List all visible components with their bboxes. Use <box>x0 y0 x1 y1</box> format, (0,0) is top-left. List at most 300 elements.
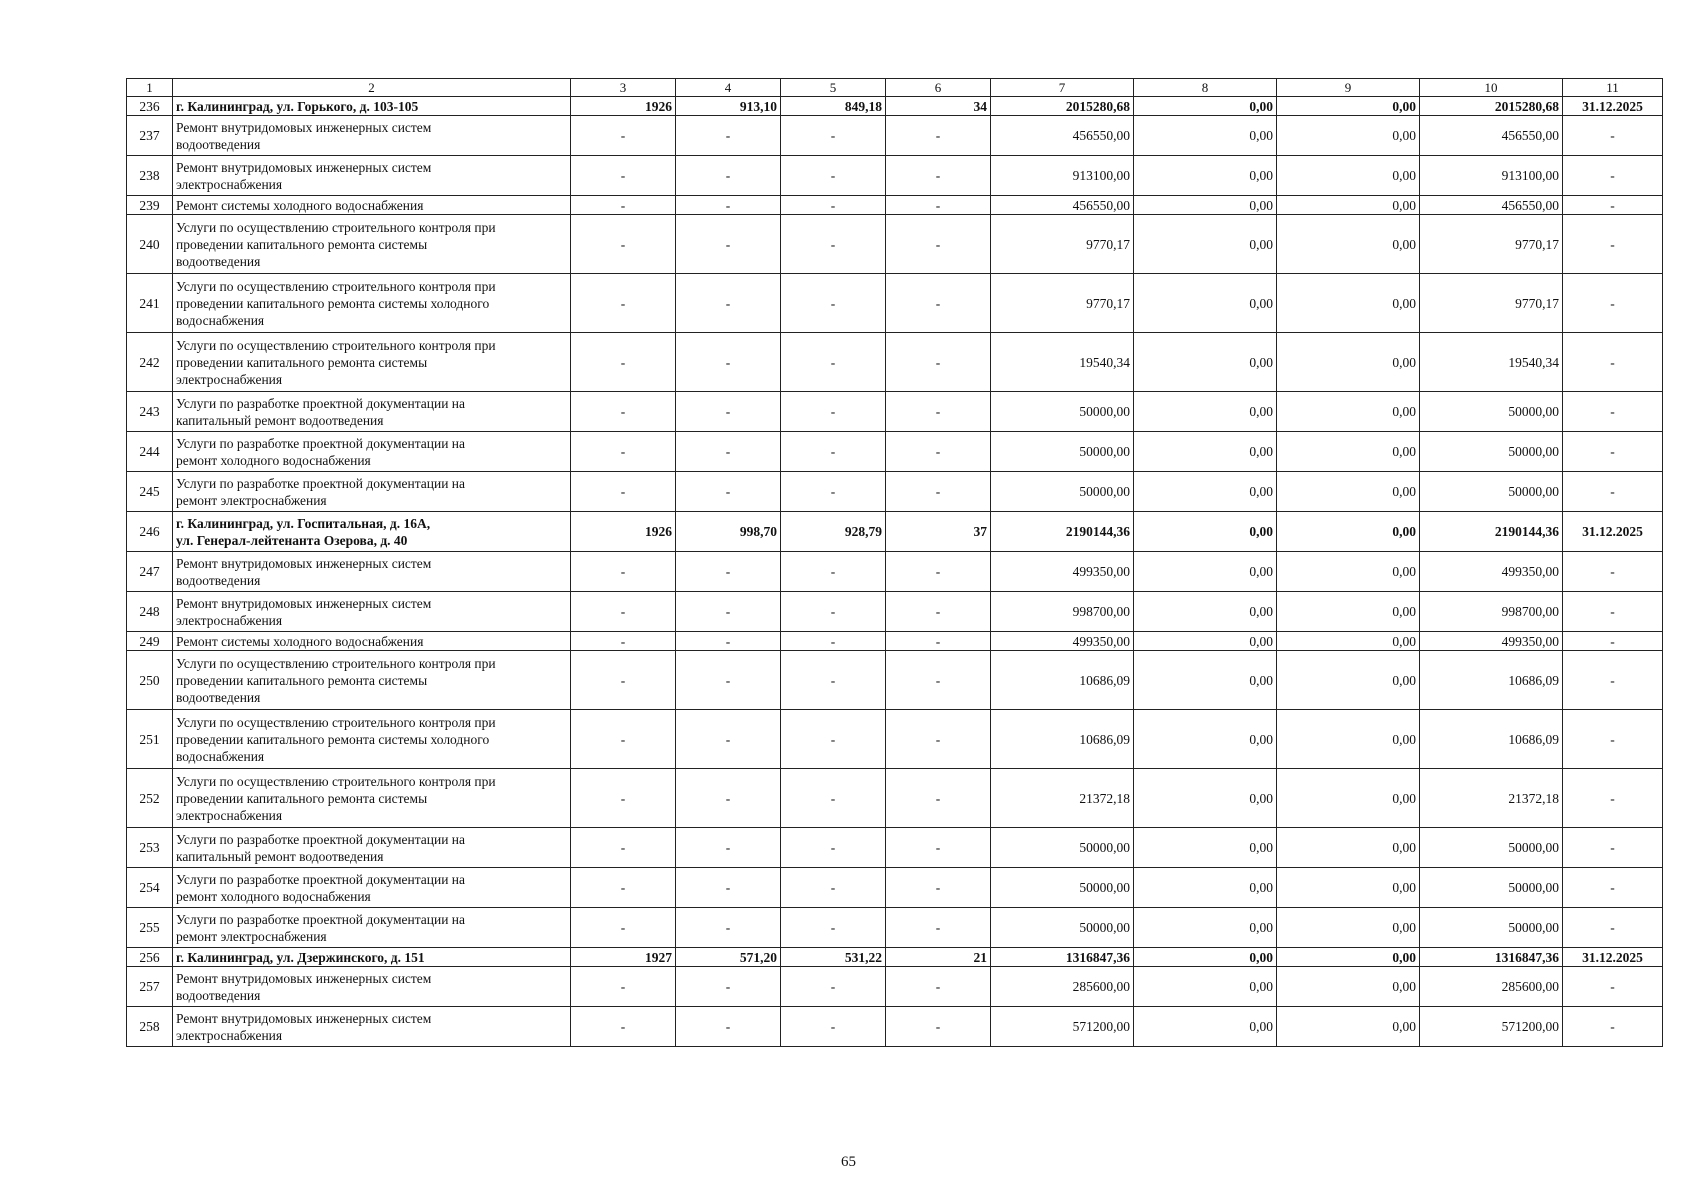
residents-cell: - <box>886 769 991 828</box>
table-row <box>127 274 1663 333</box>
area-total-cell: - <box>676 333 781 392</box>
fund-b-cell: 0,00 <box>1277 512 1420 552</box>
column-header: 5 <box>781 79 886 97</box>
row-number: 243 <box>127 392 173 432</box>
year-cell: 1927 <box>571 948 676 967</box>
year-cell: - <box>571 1007 676 1047</box>
owner-funds-cell: 10686,09 <box>1420 651 1563 710</box>
deadline-cell: - <box>1563 333 1663 392</box>
row-description <box>173 196 571 215</box>
description-line: проведении капитального ремонта системы <box>176 672 428 688</box>
row-number: 255 <box>127 908 173 948</box>
year-cell: - <box>571 710 676 769</box>
row-number: 239 <box>127 196 173 215</box>
year-cell: - <box>571 333 676 392</box>
description-line: Услуги по разработке проектной документации на <box>176 475 466 491</box>
residents-cell: - <box>886 116 991 156</box>
residents-cell: - <box>886 710 991 769</box>
column-header: 10 <box>1420 79 1563 97</box>
year-cell: - <box>571 215 676 274</box>
column-header: 2 <box>173 79 571 97</box>
address-row <box>127 512 1663 552</box>
fund-b-cell: 0,00 <box>1277 967 1420 1007</box>
owner-funds-cell: 1316847,36 <box>1420 948 1563 967</box>
description-line: Услуги по разработке проектной документации на <box>176 831 466 847</box>
area-living-cell: - <box>781 1007 886 1047</box>
year-cell: - <box>571 116 676 156</box>
cost-total-cell: 9770,17 <box>991 215 1134 274</box>
table-row <box>127 472 1663 512</box>
area-total-cell: - <box>676 215 781 274</box>
table-row <box>127 1007 1663 1047</box>
row-description <box>173 274 571 333</box>
row-number: 238 <box>127 156 173 196</box>
residents-cell: - <box>886 392 991 432</box>
fund-a-cell: 0,00 <box>1134 116 1277 156</box>
fund-b-cell: 0,00 <box>1277 651 1420 710</box>
year-cell: - <box>571 632 676 651</box>
description-line: Услуги по осуществлению строительного контроля при <box>176 714 496 730</box>
area-living-cell: - <box>781 215 886 274</box>
area-living-cell: - <box>781 552 886 592</box>
area-total-cell: - <box>676 1007 781 1047</box>
description-line: Услуги по разработке проектной документации на <box>176 435 466 451</box>
deadline-cell: - <box>1563 651 1663 710</box>
page-number: 65 <box>841 1154 856 1170</box>
fund-b-cell: 0,00 <box>1277 1007 1420 1047</box>
area-total-cell: - <box>676 392 781 432</box>
cost-total-cell: 456550,00 <box>991 116 1134 156</box>
area-total-cell: - <box>676 432 781 472</box>
area-total-cell: - <box>676 156 781 196</box>
description-line: водоотведения <box>176 987 261 1003</box>
description-line: проведении капитального ремонта системы <box>176 236 428 252</box>
fund-b-cell: 0,00 <box>1277 274 1420 333</box>
fund-a-cell: 0,00 <box>1134 632 1277 651</box>
residents-cell: - <box>886 552 991 592</box>
column-header: 11 <box>1563 79 1663 97</box>
table-row <box>127 632 1663 651</box>
area-living-cell: - <box>781 828 886 868</box>
deadline-cell: 31.12.2025 <box>1563 948 1663 967</box>
deadline-cell: - <box>1563 1007 1663 1047</box>
cost-total-cell: 456550,00 <box>991 196 1134 215</box>
column-header: 4 <box>676 79 781 97</box>
table-row <box>127 156 1663 196</box>
fund-b-cell: 0,00 <box>1277 392 1420 432</box>
deadline-cell: - <box>1563 908 1663 948</box>
area-total-cell: - <box>676 908 781 948</box>
deadline-cell: - <box>1563 472 1663 512</box>
area-living-cell: - <box>781 710 886 769</box>
column-header: 3 <box>571 79 676 97</box>
fund-b-cell: 0,00 <box>1277 333 1420 392</box>
table-row <box>127 215 1663 274</box>
row-description <box>173 651 571 710</box>
table-row <box>127 116 1663 156</box>
description-line: проведении капитального ремонта системы <box>176 354 428 370</box>
cost-total-cell: 50000,00 <box>991 432 1134 472</box>
deadline-cell: - <box>1563 632 1663 651</box>
fund-b-cell: 0,00 <box>1277 196 1420 215</box>
description-line: ремонт электроснабжения <box>176 492 327 508</box>
year-cell: - <box>571 156 676 196</box>
table-row <box>127 769 1663 828</box>
description-line: Услуги по разработке проектной документации на <box>176 395 466 411</box>
description-line: электроснабжения <box>176 1027 283 1043</box>
area-total-cell: - <box>676 967 781 1007</box>
row-description <box>173 868 571 908</box>
deadline-cell: - <box>1563 116 1663 156</box>
row-number: 257 <box>127 967 173 1007</box>
fund-a-cell: 0,00 <box>1134 196 1277 215</box>
residents-cell: - <box>886 156 991 196</box>
fund-a-cell: 0,00 <box>1134 97 1277 116</box>
row-description <box>173 333 571 392</box>
description-line: Ремонт внутридомовых инженерных систем <box>176 555 432 571</box>
fund-a-cell: 0,00 <box>1134 868 1277 908</box>
row-description <box>173 769 571 828</box>
area-total-cell: 571,20 <box>676 948 781 967</box>
year-cell: - <box>571 651 676 710</box>
owner-funds-cell: 456550,00 <box>1420 116 1563 156</box>
description-line: Услуги по осуществлению строительного контроля при <box>176 655 496 671</box>
year-cell: - <box>571 392 676 432</box>
cost-total-cell: 913100,00 <box>991 156 1134 196</box>
area-living-cell: - <box>781 908 886 948</box>
row-description <box>173 592 571 632</box>
fund-a-cell: 0,00 <box>1134 967 1277 1007</box>
fund-b-cell: 0,00 <box>1277 710 1420 769</box>
fund-a-cell: 0,00 <box>1134 215 1277 274</box>
area-living-cell: 849,18 <box>781 97 886 116</box>
description-line: капитальный ремонт водоотведения <box>176 412 384 428</box>
owner-funds-cell: 998700,00 <box>1420 592 1563 632</box>
row-number: 256 <box>127 948 173 967</box>
row-number: 258 <box>127 1007 173 1047</box>
area-total-cell: - <box>676 710 781 769</box>
row-number: 247 <box>127 552 173 592</box>
fund-a-cell: 0,00 <box>1134 948 1277 967</box>
deadline-cell: - <box>1563 710 1663 769</box>
area-total-cell: - <box>676 651 781 710</box>
row-number: 237 <box>127 116 173 156</box>
residents-cell: 37 <box>886 512 991 552</box>
cost-total-cell: 10686,09 <box>991 710 1134 769</box>
year-cell: - <box>571 552 676 592</box>
fund-a-cell: 0,00 <box>1134 710 1277 769</box>
document-table-wrapper <box>126 78 1662 1047</box>
fund-a-cell: 0,00 <box>1134 432 1277 472</box>
cost-total-cell: 21372,18 <box>991 769 1134 828</box>
row-number: 249 <box>127 632 173 651</box>
description-line: Услуги по осуществлению строительного контроля при <box>176 337 496 353</box>
cost-total-cell: 285600,00 <box>991 967 1134 1007</box>
residents-cell: - <box>886 592 991 632</box>
description-line: ремонт электроснабжения <box>176 928 327 944</box>
table-row <box>127 710 1663 769</box>
fund-b-cell: 0,00 <box>1277 632 1420 651</box>
column-number-header-row <box>127 79 1663 97</box>
row-description <box>173 472 571 512</box>
owner-funds-cell: 499350,00 <box>1420 552 1563 592</box>
cost-total-cell: 50000,00 <box>991 828 1134 868</box>
description-line: Ремонт системы холодного водоснабжения <box>176 197 424 213</box>
residents-cell: - <box>886 472 991 512</box>
description-line: электроснабжения <box>176 371 283 387</box>
fund-b-cell: 0,00 <box>1277 948 1420 967</box>
description-line: г. Калининград, ул. Горького, д. 103-105 <box>176 98 419 114</box>
area-total-cell: 913,10 <box>676 97 781 116</box>
column-header: 8 <box>1134 79 1277 97</box>
description-line: водоотведения <box>176 136 261 152</box>
area-living-cell: - <box>781 274 886 333</box>
row-number: 246 <box>127 512 173 552</box>
residents-cell: - <box>886 967 991 1007</box>
owner-funds-cell: 456550,00 <box>1420 196 1563 215</box>
row-number: 248 <box>127 592 173 632</box>
residents-cell: - <box>886 1007 991 1047</box>
area-total-cell: - <box>676 632 781 651</box>
owner-funds-cell: 50000,00 <box>1420 868 1563 908</box>
table-row <box>127 592 1663 632</box>
fund-b-cell: 0,00 <box>1277 97 1420 116</box>
cost-total-cell: 2015280,68 <box>991 97 1134 116</box>
table-row <box>127 828 1663 868</box>
area-living-cell: - <box>781 472 886 512</box>
table-row <box>127 967 1663 1007</box>
fund-b-cell: 0,00 <box>1277 828 1420 868</box>
fund-a-cell: 0,00 <box>1134 769 1277 828</box>
fund-b-cell: 0,00 <box>1277 552 1420 592</box>
description-line: Услуги по осуществлению строительного контроля при <box>176 219 496 235</box>
description-line: Услуги по осуществлению строительного контроля при <box>176 773 496 789</box>
area-living-cell: - <box>781 196 886 215</box>
fund-a-cell: 0,00 <box>1134 274 1277 333</box>
residents-cell: - <box>886 868 991 908</box>
row-description <box>173 552 571 592</box>
year-cell: - <box>571 196 676 215</box>
fund-b-cell: 0,00 <box>1277 908 1420 948</box>
deadline-cell: - <box>1563 392 1663 432</box>
owner-funds-cell: 571200,00 <box>1420 1007 1563 1047</box>
description-line: электроснабжения <box>176 612 283 628</box>
description-line: водоотведения <box>176 253 261 269</box>
description-line: водоснабжения <box>176 748 265 764</box>
fund-a-cell: 0,00 <box>1134 472 1277 512</box>
row-description <box>173 710 571 769</box>
fund-b-cell: 0,00 <box>1277 215 1420 274</box>
year-cell: - <box>571 868 676 908</box>
year-cell: 1926 <box>571 97 676 116</box>
owner-funds-cell: 2015280,68 <box>1420 97 1563 116</box>
deadline-cell: - <box>1563 552 1663 592</box>
area-total-cell: - <box>676 769 781 828</box>
cost-total-cell: 50000,00 <box>991 472 1134 512</box>
residents-cell: - <box>886 651 991 710</box>
description-line: Услуги по осуществлению строительного контроля при <box>176 278 496 294</box>
cost-total-cell: 9770,17 <box>991 274 1134 333</box>
fund-a-cell: 0,00 <box>1134 1007 1277 1047</box>
area-total-cell: 998,70 <box>676 512 781 552</box>
table-row <box>127 868 1663 908</box>
description-line: проведении капитального ремонта системы холодного <box>176 295 490 311</box>
cost-total-cell: 998700,00 <box>991 592 1134 632</box>
address-row <box>127 948 1663 967</box>
description-line: ул. Генерал-лейтенанта Озерова, д. 40 <box>176 532 408 548</box>
fund-a-cell: 0,00 <box>1134 156 1277 196</box>
description-line: проведении капитального ремонта системы холодного <box>176 731 490 747</box>
deadline-cell: - <box>1563 868 1663 908</box>
deadline-cell: - <box>1563 432 1663 472</box>
owner-funds-cell: 2190144,36 <box>1420 512 1563 552</box>
area-living-cell: - <box>781 116 886 156</box>
description-line: г. Калининград, ул. Госпитальная, д. 16А, <box>176 515 431 531</box>
area-total-cell: - <box>676 472 781 512</box>
year-cell: - <box>571 274 676 333</box>
residents-cell: 21 <box>886 948 991 967</box>
year-cell: - <box>571 908 676 948</box>
year-cell: - <box>571 472 676 512</box>
deadline-cell: - <box>1563 828 1663 868</box>
description-line: Услуги по разработке проектной документации на <box>176 911 466 927</box>
area-living-cell: - <box>781 392 886 432</box>
description-line: Ремонт внутридомовых инженерных систем <box>176 1010 432 1026</box>
cost-total-cell: 1316847,36 <box>991 948 1134 967</box>
deadline-cell: - <box>1563 215 1663 274</box>
owner-funds-cell: 285600,00 <box>1420 967 1563 1007</box>
row-description <box>173 512 571 552</box>
row-description <box>173 828 571 868</box>
deadline-cell: - <box>1563 769 1663 828</box>
owner-funds-cell: 50000,00 <box>1420 432 1563 472</box>
data-table <box>126 78 1663 1047</box>
row-description <box>173 116 571 156</box>
column-header: 1 <box>127 79 173 97</box>
description-line: электроснабжения <box>176 176 283 192</box>
table-row <box>127 333 1663 392</box>
deadline-cell: - <box>1563 592 1663 632</box>
row-number: 252 <box>127 769 173 828</box>
row-description <box>173 392 571 432</box>
table-row <box>127 908 1663 948</box>
residents-cell: - <box>886 333 991 392</box>
fund-b-cell: 0,00 <box>1277 472 1420 512</box>
year-cell: - <box>571 769 676 828</box>
owner-funds-cell: 50000,00 <box>1420 908 1563 948</box>
year-cell: - <box>571 828 676 868</box>
residents-cell: - <box>886 215 991 274</box>
residents-cell: - <box>886 274 991 333</box>
row-number: 236 <box>127 97 173 116</box>
fund-a-cell: 0,00 <box>1134 552 1277 592</box>
table-row <box>127 651 1663 710</box>
area-living-cell: - <box>781 651 886 710</box>
area-total-cell: - <box>676 828 781 868</box>
area-living-cell: - <box>781 769 886 828</box>
row-description <box>173 432 571 472</box>
row-description <box>173 215 571 274</box>
row-number: 250 <box>127 651 173 710</box>
area-living-cell: - <box>781 632 886 651</box>
area-total-cell: - <box>676 592 781 632</box>
description-line: Ремонт внутридомовых инженерных систем <box>176 159 432 175</box>
row-number: 244 <box>127 432 173 472</box>
table-row <box>127 196 1663 215</box>
owner-funds-cell: 50000,00 <box>1420 392 1563 432</box>
description-line: капитальный ремонт водоотведения <box>176 848 384 864</box>
owner-funds-cell: 10686,09 <box>1420 710 1563 769</box>
residents-cell: 34 <box>886 97 991 116</box>
cost-total-cell: 10686,09 <box>991 651 1134 710</box>
owner-funds-cell: 9770,17 <box>1420 274 1563 333</box>
fund-a-cell: 0,00 <box>1134 333 1277 392</box>
deadline-cell: - <box>1563 156 1663 196</box>
area-total-cell: - <box>676 274 781 333</box>
column-header: 6 <box>886 79 991 97</box>
description-line: водоотведения <box>176 572 261 588</box>
year-cell: - <box>571 967 676 1007</box>
row-description <box>173 632 571 651</box>
deadline-cell: 31.12.2025 <box>1563 97 1663 116</box>
fund-b-cell: 0,00 <box>1277 769 1420 828</box>
area-total-cell: - <box>676 116 781 156</box>
area-living-cell: - <box>781 592 886 632</box>
owner-funds-cell: 50000,00 <box>1420 472 1563 512</box>
cost-total-cell: 499350,00 <box>991 552 1134 592</box>
residents-cell: - <box>886 196 991 215</box>
description-line: электроснабжения <box>176 807 283 823</box>
owner-funds-cell: 499350,00 <box>1420 632 1563 651</box>
area-living-cell: 531,22 <box>781 948 886 967</box>
cost-total-cell: 2190144,36 <box>991 512 1134 552</box>
deadline-cell: - <box>1563 967 1663 1007</box>
description-line: ремонт холодного водоснабжения <box>176 888 371 904</box>
row-description <box>173 97 571 116</box>
column-header: 9 <box>1277 79 1420 97</box>
row-description <box>173 156 571 196</box>
description-line: г. Калининград, ул. Дзержинского, д. 151 <box>176 949 425 965</box>
owner-funds-cell: 50000,00 <box>1420 828 1563 868</box>
cost-total-cell: 571200,00 <box>991 1007 1134 1047</box>
fund-a-cell: 0,00 <box>1134 392 1277 432</box>
owner-funds-cell: 9770,17 <box>1420 215 1563 274</box>
year-cell: - <box>571 592 676 632</box>
deadline-cell: 31.12.2025 <box>1563 512 1663 552</box>
description-line: ремонт холодного водоснабжения <box>176 452 371 468</box>
row-number: 241 <box>127 274 173 333</box>
description-line: Ремонт внутридомовых инженерных систем <box>176 595 432 611</box>
row-number: 251 <box>127 710 173 769</box>
cost-total-cell: 50000,00 <box>991 908 1134 948</box>
description-line: водоснабжения <box>176 312 265 328</box>
area-total-cell: - <box>676 868 781 908</box>
description-line: проведении капитального ремонта системы <box>176 790 428 806</box>
description-line: Ремонт системы холодного водоснабжения <box>176 633 424 649</box>
fund-b-cell: 0,00 <box>1277 868 1420 908</box>
owner-funds-cell: 21372,18 <box>1420 769 1563 828</box>
owner-funds-cell: 19540,34 <box>1420 333 1563 392</box>
fund-b-cell: 0,00 <box>1277 592 1420 632</box>
cost-total-cell: 50000,00 <box>991 392 1134 432</box>
residents-cell: - <box>886 828 991 868</box>
area-living-cell: - <box>781 432 886 472</box>
area-living-cell: - <box>781 967 886 1007</box>
row-number: 254 <box>127 868 173 908</box>
cost-total-cell: 50000,00 <box>991 868 1134 908</box>
row-description <box>173 908 571 948</box>
residents-cell: - <box>886 908 991 948</box>
